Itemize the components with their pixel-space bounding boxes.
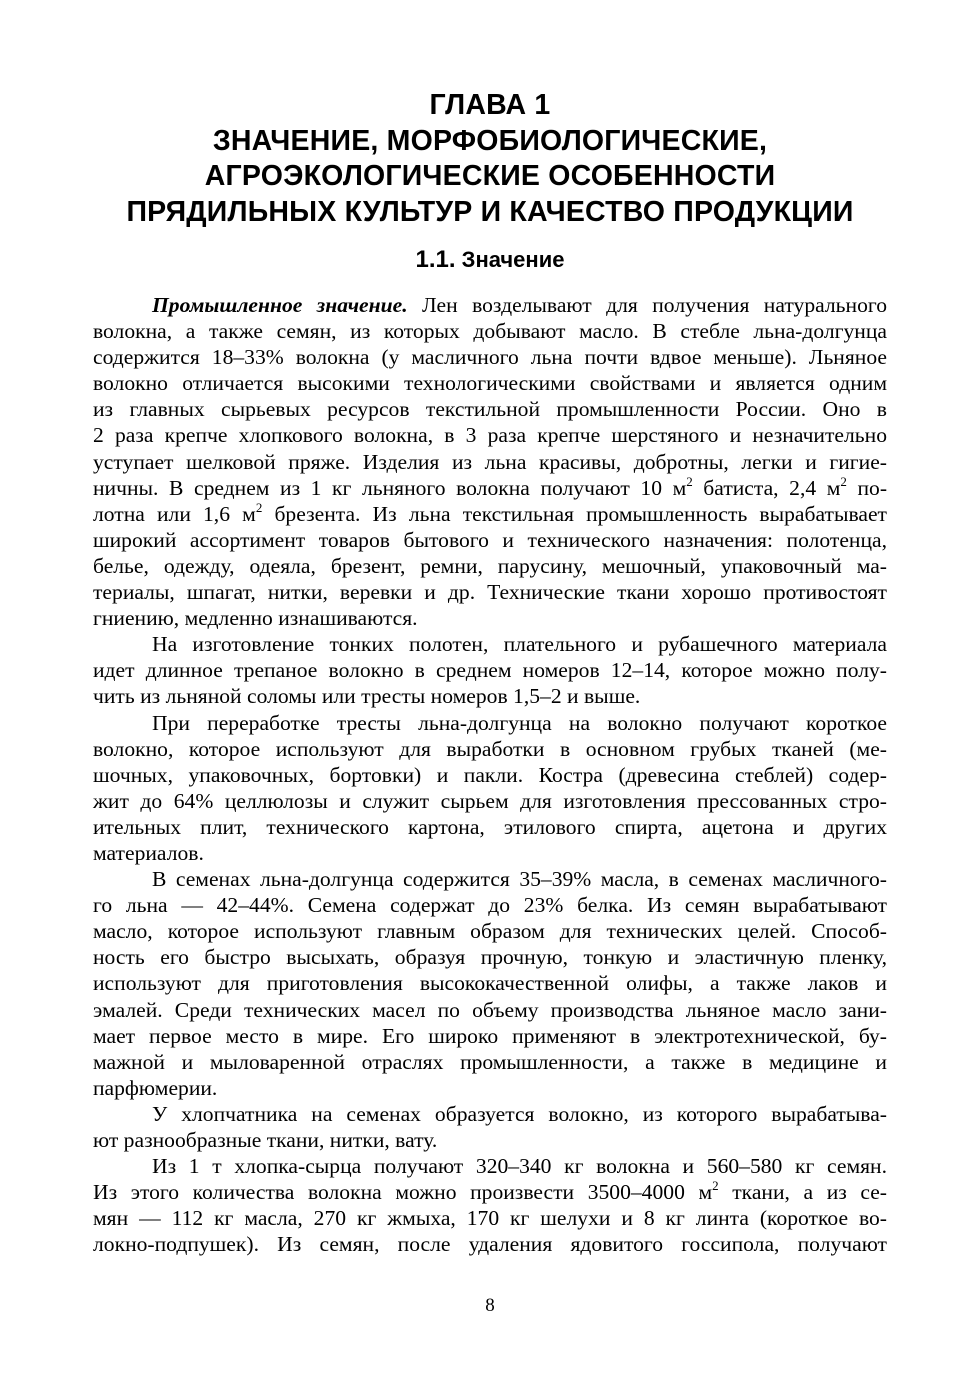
text-line: мажной и мыловаренной отраслях промышленности, а также в медицине и bbox=[93, 1049, 887, 1074]
page-number: 8 bbox=[485, 1295, 495, 1316]
chapter-title-line: АГРОЭКОЛОГИЧЕСКИЕ ОСОБЕННОСТИ bbox=[204, 160, 776, 192]
text-line: Из 1 т хлопка-сырца получают 320–340 кг волокна и 560–580 кг семян. bbox=[152, 1154, 887, 1179]
text-line: из главных сырьевых ресурсов текстильной промышленности России. Оно в bbox=[93, 397, 887, 422]
text-line: уступает шелковой пряже. Изделия из льна красивы, добротны, легки и гигие- bbox=[93, 449, 887, 474]
text-line: териалы, шпагат, нитки, веревки и др. Технические ткани хорошо противостоят bbox=[93, 580, 887, 605]
text-line: волокно отличается высокими технологическими свойствами и является одним bbox=[93, 371, 887, 396]
text-line: мает первое место в мире. Его широко применяют в электротехнической, бу- bbox=[93, 1023, 887, 1048]
section-heading bbox=[93, 246, 887, 274]
paragraph-fine-fabrics bbox=[93, 631, 887, 709]
paragraph-cotton-yield bbox=[93, 1153, 887, 1257]
text-line: ность его быстро высыхать, образуя прочную, тонкую и эластичную пленку, bbox=[93, 945, 887, 970]
text-line: При переработке тресты льна-долгунца на волокно получают короткое bbox=[152, 710, 887, 735]
text-line: чить из льняной соломы или тресты номеров 1,5–2 и выше. bbox=[93, 684, 641, 709]
text-line: содержится 18–33% волокна (у масличного льна почти вдвое меньше). Льняное bbox=[93, 345, 887, 370]
text-line: мян — 112 кг масла, 270 кг жмыха, 170 кг шелухи и 8 кг линта (короткое во- bbox=[93, 1206, 887, 1231]
text-line: ничны. В среднем из 1 кг льняного волокна получают 10 $м^2$ батиста, 2,4 $м^2$ по- bbox=[93, 473, 888, 500]
text-line: парфюмерии. bbox=[93, 1075, 218, 1100]
paragraph-lead: Промышленное значение. bbox=[152, 293, 408, 317]
text-line: локно-подпушек). Из семян, после удаления ядовитого госсипола, получают bbox=[93, 1232, 887, 1257]
text-line: волокна, а также семян, из которых добывают масло. В стебле льна-долгунца bbox=[93, 319, 887, 344]
text-line: У хлопчатника на семенах образуется волокно, из которого вырабатыва- bbox=[152, 1101, 887, 1126]
text-line: го льна — 42–44%. Семена содержат до 23% белка. Из семян вырабатывают bbox=[93, 893, 887, 918]
text-line: ют разнообразные ткани, нитки, вату. bbox=[93, 1128, 438, 1152]
chapter-heading bbox=[93, 88, 887, 230]
page bbox=[93, 88, 887, 1257]
paragraph-short-fiber bbox=[93, 710, 887, 867]
text-line: шочных, упаковочных, бортовки) и пакли. Костра (древесина стеблей) содер- bbox=[93, 762, 887, 787]
text-line: используют для приготовления высококачественной олифы, а также лаков и bbox=[93, 971, 887, 996]
section-title: Значение bbox=[461, 247, 565, 272]
text-line: гниению, медленно изнашиваются. bbox=[93, 606, 418, 631]
text-line: В семенах льна-долгунца содержится 35–39% масла, в семенах масличного- bbox=[152, 867, 887, 892]
text-line: лотна или 1,6 $м^2$ брезента. Из льна текстильная промышленность вырабатывает bbox=[93, 499, 887, 526]
text-line: Промышленное значение. Лен возделывают для получения натурального bbox=[152, 293, 887, 317]
text-line: идет длинное трепаное волокно в среднем номеров 12–14, которое можно полу- bbox=[93, 658, 887, 683]
text-line: широкий ассортимент товаров бытового и технического назначения: полотенца, bbox=[93, 527, 887, 552]
text-line: масло, которое используют главным образом для технических целей. Способ- bbox=[93, 919, 887, 944]
body-text bbox=[93, 292, 887, 1257]
text-line: На изготовление тонких полотен, плательного и рубашечного материала bbox=[152, 632, 887, 657]
chapter-label: ГЛАВА 1 bbox=[429, 89, 551, 121]
text-line: эмалей. Среди технических масел по объему производства льняное масло зани- bbox=[93, 997, 887, 1022]
section-number: 1.1. bbox=[415, 246, 456, 273]
text-line: материалов. bbox=[93, 840, 204, 865]
paragraph-seed-oil bbox=[93, 866, 887, 1101]
text-line: волокно, которое используют для выработки в основном грубых тканей (ме- bbox=[93, 736, 887, 761]
text-line: белье, одежду, одеяла, брезент, ремни, парусину, мешочный, упаковочный ма- bbox=[93, 553, 887, 578]
text-line: 2 раза крепче хлопкового волокна, в 3 раза крепче шерстяного и незначительно bbox=[93, 423, 887, 448]
chapter-title-line: ПРЯДИЛЬНЫХ КУЛЬТУР И КАЧЕСТВО ПРОДУКЦИИ bbox=[126, 195, 854, 228]
paragraph-industrial-value bbox=[93, 292, 887, 631]
paragraph-cotton-fiber bbox=[93, 1101, 887, 1153]
text-line: Из этого количества волокна можно произвести 3500–4000 $м^2$ ткани, а из се- bbox=[93, 1178, 887, 1205]
text-line: ительных плит, технического картона, этилового спирта, ацетона и других bbox=[93, 814, 887, 839]
text-line: жит до 64% целлюлозы и служит сырьем для изготовления прессованных стро- bbox=[93, 788, 887, 813]
chapter-title-line: ЗНАЧЕНИЕ, МОРФОБИОЛОГИЧЕСКИЕ, bbox=[212, 124, 768, 157]
